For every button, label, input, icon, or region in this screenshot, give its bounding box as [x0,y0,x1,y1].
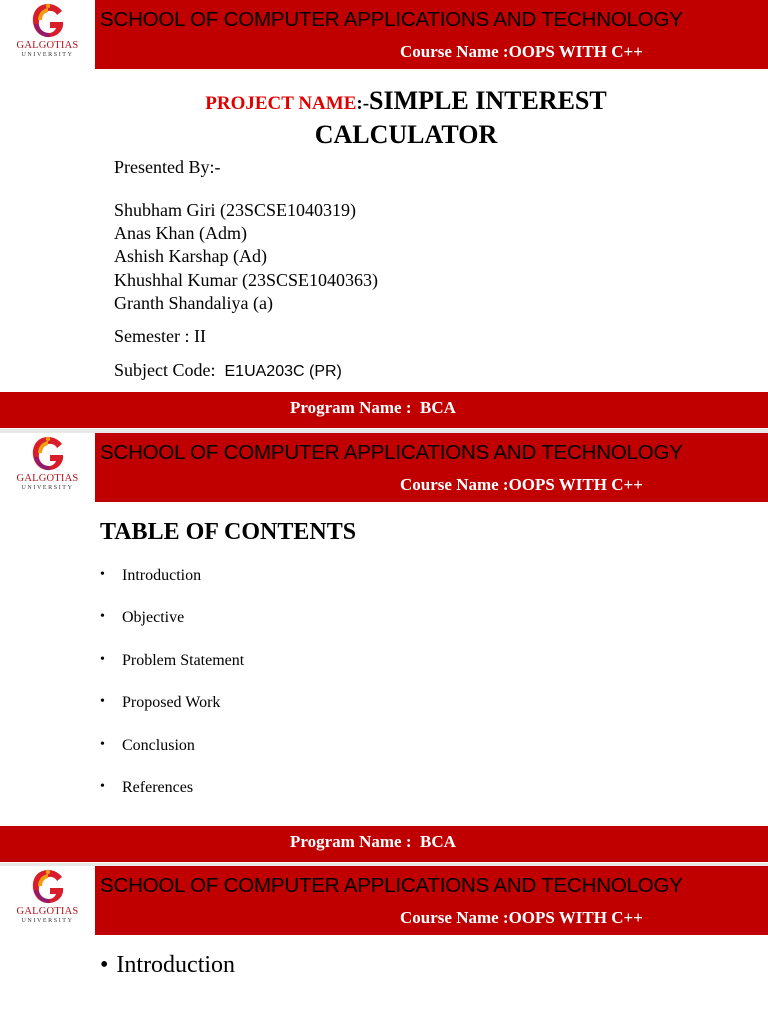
intro-item-label: Introduction [116,952,236,978]
toc-item [100,609,244,651]
school-title: SCHOOL OF COMPUTER APPLICATIONS AND TECHNOLOGY [100,441,683,464]
member-item: Granth Shandaliya (a) [114,292,273,313]
member-item: Anas Khan (Adm) [114,223,247,244]
bullet-icon: • [100,694,105,710]
logo-name: GALGOTIAS [16,906,79,917]
university-logo [0,0,95,69]
program-bar [0,392,768,428]
toc-item [100,694,244,736]
bullet-icon: • [100,952,109,978]
intro-item [100,952,235,979]
program-name: Program Name : BCA [290,398,456,417]
toc-list [100,567,244,821]
semester: Semester : II [114,326,206,346]
logo-sub: UNIVERSITY [21,52,74,58]
subject-code-line [114,360,342,381]
course-name: Course Name :OOPS WITH C++ [400,908,643,927]
toc-item [100,779,244,821]
university-logo [0,866,95,935]
university-logo [0,433,95,502]
course-name: Course Name :OOPS WITH C++ [400,42,643,61]
slide-title [0,0,768,428]
toc-item-label: Problem Statement [122,651,245,669]
member-item: Shubham Giri (23SCSE1040319) [114,200,357,220]
logo-name: GALGOTIAS [16,40,79,51]
slide-introduction [0,866,768,1024]
toc-item-label: Introduction [122,567,202,584]
project-separator: :- [356,93,370,114]
member-item: Ashish Karshap (Ad) [114,246,267,267]
subject-code: E1UA203C (PR) [224,363,342,380]
project-label: PROJECT NAME [205,93,357,114]
slide-table-of-contents [0,433,768,863]
header-banner [95,433,768,502]
project-title-line2: CALCULATOR [314,120,498,149]
toc-item-label: Conclusion [122,736,195,754]
member-list [114,199,378,315]
bullet-icon: • [100,778,105,794]
course-name: Course Name :OOPS WITH C++ [400,475,643,494]
galgotias-logo-icon [30,868,66,906]
galgotias-logo-icon [30,2,66,40]
bullet-icon: • [100,567,105,582]
header-banner [95,0,768,69]
program-name: Program Name : BCA [290,832,456,851]
toc-heading: TABLE OF CONTENTS [100,519,357,545]
school-title: SCHOOL OF COMPUTER APPLICATIONS AND TECHNOLOGY [100,874,683,897]
project-name-line [0,86,768,116]
member-item: Khushhal Kumar (23SCSE1040363) [114,269,378,290]
logo-name: GALGOTIAS [16,473,79,484]
subject-label: Subject Code: [114,360,225,380]
toc-item-label: Proposed Work [122,694,221,712]
bullet-icon: • [100,736,105,752]
logo-sub: UNIVERSITY [21,918,74,924]
toc-item [100,652,244,694]
toc-item-label: Objective [122,609,185,627]
project-title-line1: SIMPLE INTEREST [369,86,607,115]
galgotias-logo-icon [30,435,66,473]
logo-sub: UNIVERSITY [21,485,74,491]
toc-item [100,567,244,609]
program-bar [0,826,768,862]
header-banner [95,866,768,935]
toc-item [100,737,244,779]
school-title: SCHOOL OF COMPUTER APPLICATIONS AND TECHNOLOGY [100,8,683,31]
bullet-icon: • [100,609,105,625]
bullet-icon: • [100,651,105,667]
presented-by: Presented By:- [114,157,221,177]
toc-item-label: References [122,778,194,796]
